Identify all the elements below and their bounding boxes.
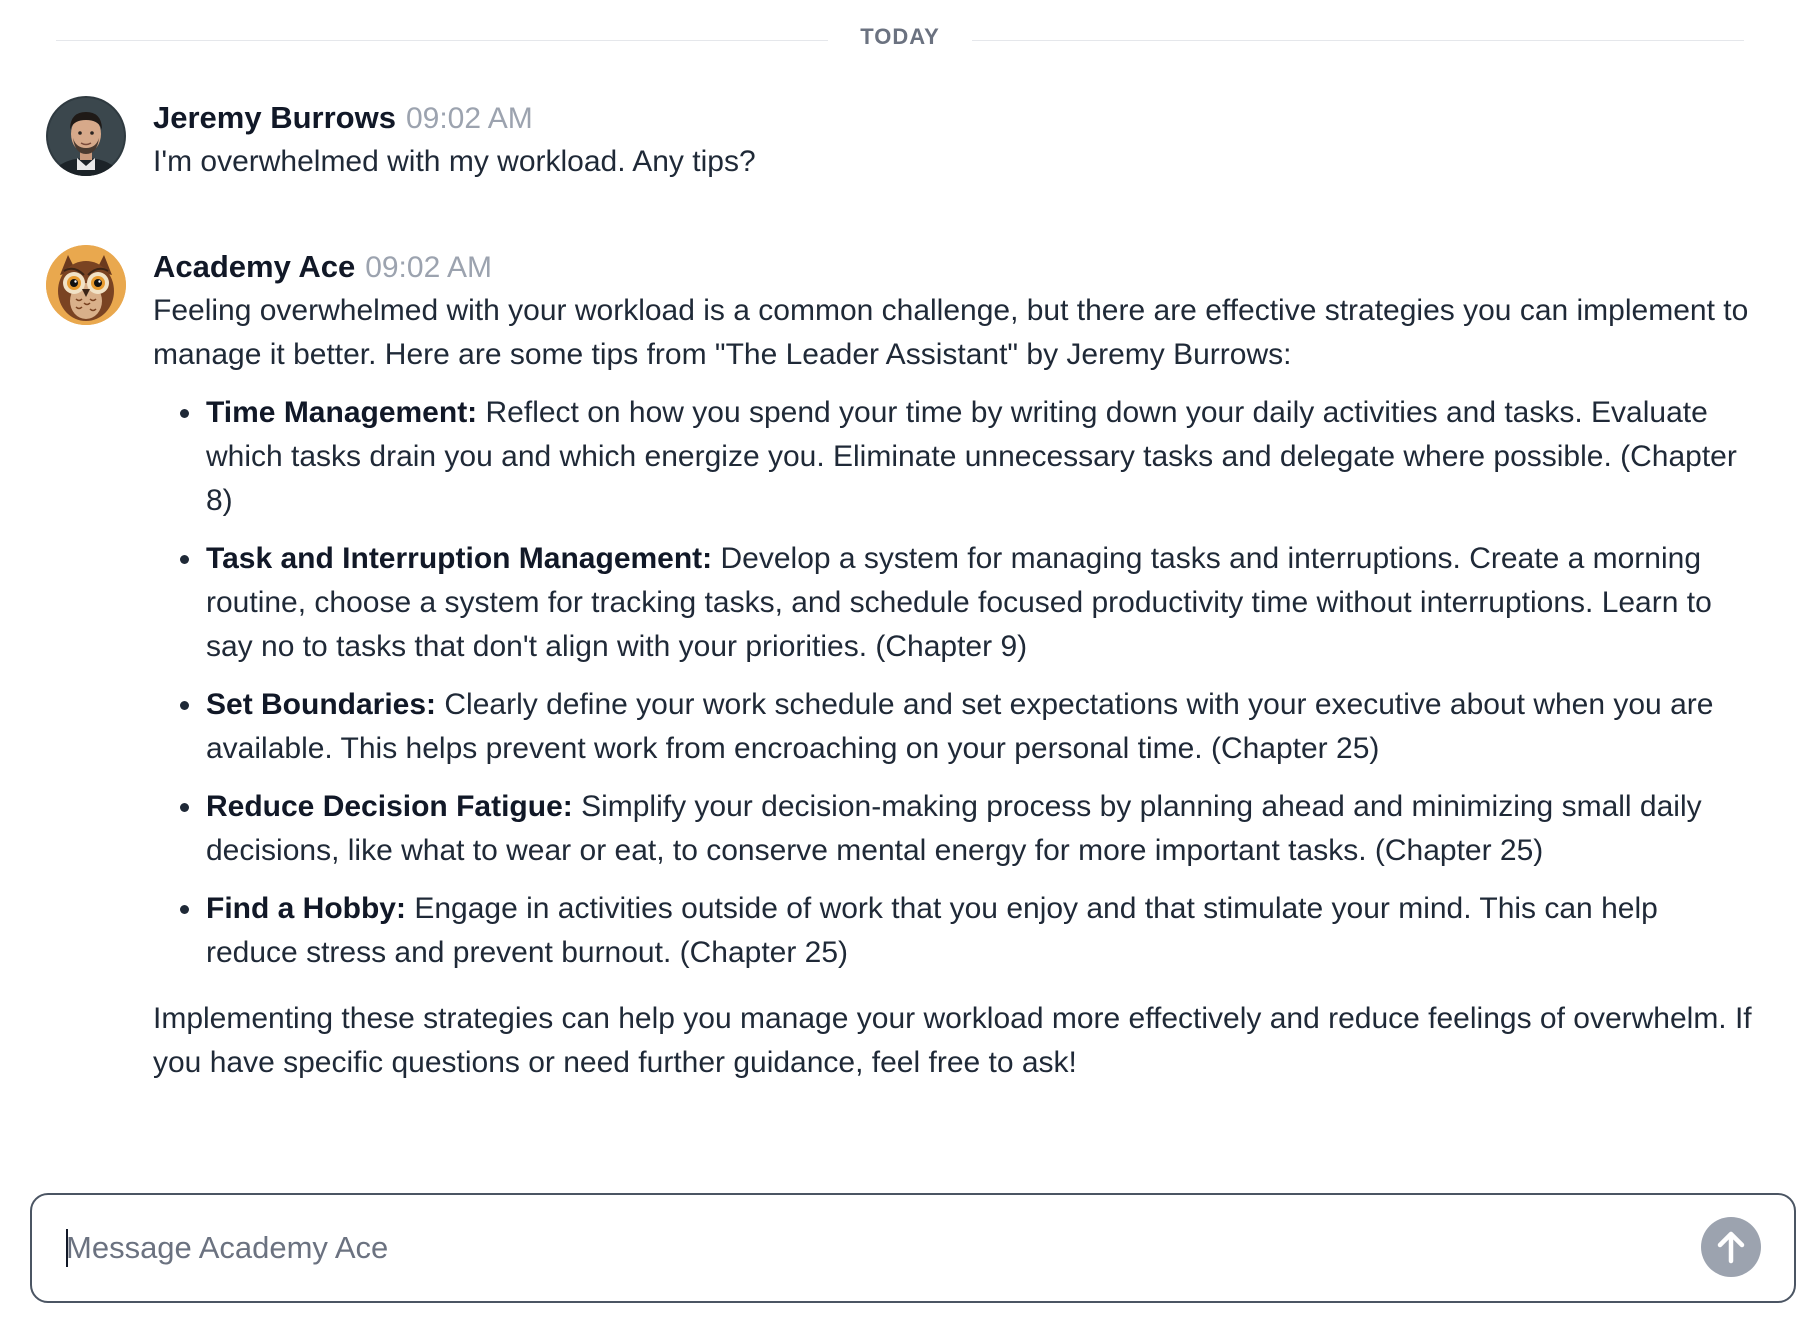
tip-title: Find a Hobby: bbox=[206, 892, 406, 925]
tips-list bbox=[153, 391, 1753, 975]
bullet-icon bbox=[180, 905, 189, 914]
tip-text: Clearly define your work schedule and set expectations with your executive about when you are available. This helps prevent work from encroaching on your personal time. (Chapter 25) bbox=[206, 688, 1714, 765]
tip-text: Reflect on how you spend your time by writing down your daily activities and tasks. Evaluate which tasks drain you and which energize you. Eliminate unnecessary tasks and delegate where possible. (Chapter 8) bbox=[206, 396, 1737, 517]
message-author: Academy Ace bbox=[153, 249, 356, 284]
list-item bbox=[206, 887, 1753, 975]
user-avatar[interactable] bbox=[46, 96, 126, 176]
message-header bbox=[153, 96, 1753, 140]
list-item bbox=[206, 683, 1753, 771]
tip-title: Time Management: bbox=[206, 396, 478, 429]
bullet-icon bbox=[180, 803, 189, 812]
tip-title: Reduce Decision Fatigue: bbox=[206, 790, 573, 823]
list-item bbox=[206, 785, 1753, 873]
message-timestamp: 09:02 AM bbox=[365, 251, 492, 284]
owl-icon bbox=[46, 245, 126, 325]
tip-title: Task and Interruption Management: bbox=[206, 542, 713, 575]
bullet-icon bbox=[180, 555, 189, 564]
message-timestamp: 09:02 AM bbox=[405, 102, 533, 135]
date-divider-line bbox=[56, 40, 1744, 41]
message-header bbox=[153, 245, 1753, 289]
message-input[interactable] bbox=[66, 1221, 1666, 1275]
date-divider bbox=[0, 24, 1800, 50]
tip-text: Engage in activities outside of work that you enjoy and that stimulate your mind. This can help reduce stress and prevent burnout. (Chapter 25) bbox=[206, 892, 1658, 969]
message-intro: Feeling overwhelmed with your workload is a common challenge, but there are effective strategies you can implement to manage it better. Here are some tips from "The Leader Assistant" by Jeremy Burrows: bbox=[153, 294, 1749, 371]
assistant-avatar[interactable] bbox=[46, 245, 126, 325]
tip-text: Simplify your decision-making process by planning ahead and minimizing small daily decisions, like what to wear or eat, to conserve mental energy for more important tasks. (Chapter 25) bbox=[206, 790, 1702, 867]
list-item bbox=[206, 537, 1753, 669]
person-photo-icon bbox=[46, 96, 126, 176]
date-divider-label: TODAY bbox=[828, 24, 972, 50]
message-text: I'm overwhelmed with my workload. Any tips? bbox=[153, 145, 756, 178]
send-button[interactable] bbox=[1701, 1217, 1761, 1277]
bullet-icon bbox=[180, 701, 189, 710]
message-composer[interactable] bbox=[30, 1193, 1796, 1303]
arrow-up-icon bbox=[1701, 1217, 1761, 1277]
list-item bbox=[206, 391, 1753, 523]
message-closing: Implementing these strategies can help you manage your workload more effectively and reduce feelings of overwhelm. If you have specific questions or need further guidance, feel free to ask! bbox=[153, 1002, 1752, 1079]
bullet-icon bbox=[180, 409, 189, 418]
tip-text: Develop a system for managing tasks and interruptions. Create a morning routine, choose a system for tracking tasks, and schedule focused productivity time without interruptions. Learn to say no to tasks that don't align with your priorities. (Chapter 9) bbox=[206, 542, 1712, 663]
message-author: Jeremy Burrows bbox=[153, 100, 396, 135]
tip-title: Set Boundaries: bbox=[206, 688, 437, 721]
